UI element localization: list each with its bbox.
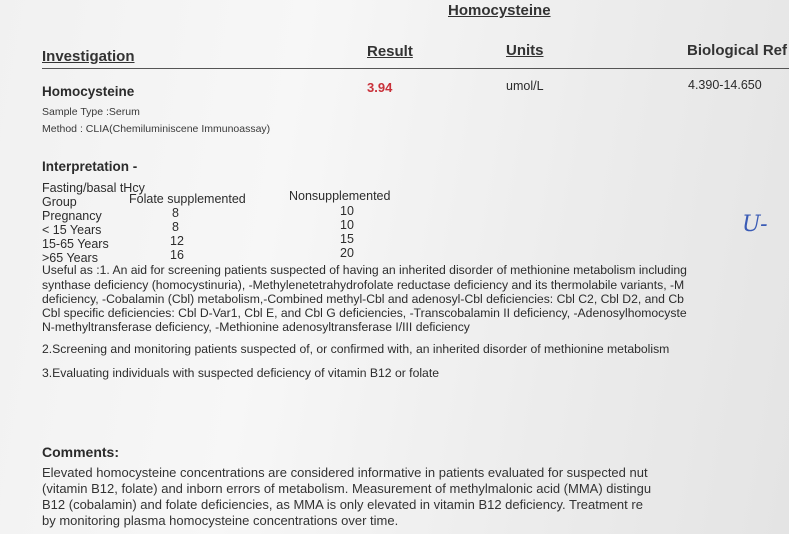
header-divider xyxy=(42,68,789,69)
row-nonsupp: 10 xyxy=(340,204,354,218)
useful-line: Cbl specific deficiencies: Cbl D-Var1, Cbl E, and Cbl G deficiencies, -Transcobalamin II deficiency, -Adenosylhomocyste xyxy=(42,306,687,320)
report-title: Homocysteine xyxy=(448,2,551,19)
row-group: Pregnancy xyxy=(42,209,102,223)
row-group: < 15 Years xyxy=(42,223,102,237)
units-header: Units xyxy=(506,42,544,59)
useful-line: N-methyltransferase deficiency, -Methionine adenosyltransferase I/III deficiency xyxy=(42,320,470,334)
interpretation-subheading: Fasting/basal tHcy xyxy=(42,181,145,195)
table-header-nonsupplemented: Nonsupplemented xyxy=(289,189,391,203)
row-nonsupp: 10 xyxy=(340,218,354,232)
comment-line: (vitamin B12, folate) and inborn errors of metabolism. Measurement of methylmalonic acid (MMA) distingu xyxy=(42,481,652,496)
result-header: Result xyxy=(367,43,413,60)
row-nonsupp: 15 xyxy=(340,232,354,246)
method: Method : CLIA(Chemiluminiscene Immunoassay) xyxy=(42,123,271,135)
result-value: 3.94 xyxy=(367,80,393,95)
biological-ref-header: Biological Ref xyxy=(687,42,788,59)
point-2: 2.Screening and monitoring patients suspected of, or confirmed with, an inherited disorder of methionine metabolism xyxy=(42,342,670,356)
units-value: umol/L xyxy=(506,79,544,93)
row-folate: 8 xyxy=(172,220,179,234)
row-folate: 16 xyxy=(170,248,184,262)
comments-heading: Comments: xyxy=(42,444,120,460)
row-folate: 8 xyxy=(172,206,179,220)
sample-type: Sample Type :Serum xyxy=(42,106,140,118)
comment-line: Elevated homocysteine concentrations are considered informative in patients evaluated for suspected nut xyxy=(42,465,648,480)
table-header-folate: Folate supplemented xyxy=(129,192,246,206)
row-group: >65 Years xyxy=(42,251,98,265)
useful-line: synthase deficiency (homocystinuria), -Methylenetetrahydrofolate reductase deficiency and its thermolabile variants, -M xyxy=(42,278,685,292)
reference-range: 4.390-14.650 xyxy=(688,78,762,92)
comment-line: B12 (cobalamin) and folate deficiencies, as MMA is only elevated in vitamin B12 deficiency. Treatment re xyxy=(42,497,643,512)
table-header-group: Group xyxy=(42,195,77,209)
row-folate: 12 xyxy=(170,234,184,248)
row-group: 15-65 Years xyxy=(42,237,109,251)
investigation-header: Investigation xyxy=(42,48,135,65)
useful-line: deficiency, -Cobalamin (Cbl) metabolism,-Combined methyl-Cbl and adenosyl-Cbl deficiencies: Cbl C2, Cbl D2, and Cb xyxy=(42,292,684,306)
handwritten-mark: U- xyxy=(742,212,768,237)
test-name: Homocysteine xyxy=(42,84,135,99)
interpretation-heading: Interpretation - xyxy=(42,159,138,174)
useful-line: Useful as :1. An aid for screening patients suspected of having an inherited disorder of methionine metabolism including xyxy=(42,263,687,277)
comment-line: by monitoring plasma homocysteine concentrations over time. xyxy=(42,513,399,528)
row-nonsupp: 20 xyxy=(340,246,354,260)
point-3: 3.Evaluating individuals with suspected deficiency of vitamin B12 or folate xyxy=(42,366,439,380)
